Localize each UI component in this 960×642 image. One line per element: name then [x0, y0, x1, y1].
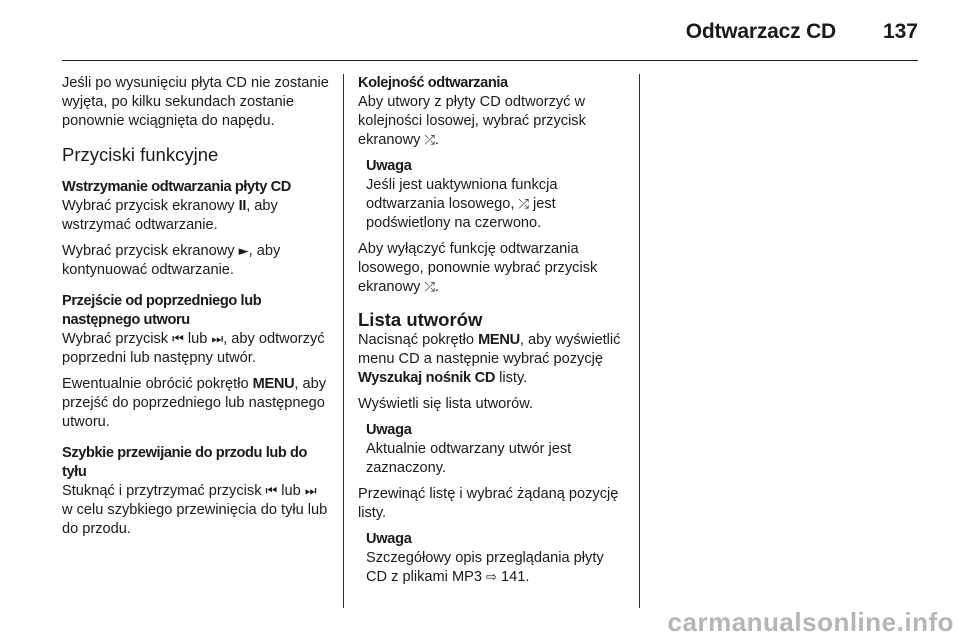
next-track-icon: ⏭	[211, 332, 224, 347]
pause-icon: II	[238, 198, 247, 214]
note-box	[366, 157, 626, 233]
page-number: 137	[882, 20, 918, 43]
list-title: Lista utworów	[358, 309, 483, 330]
note-text: Jeśli jest uaktywniona funkcja odtwarzania losowego, ⤮ jest podświetlony na czerwono.	[366, 177, 558, 231]
shuffle-icon: ⤮	[424, 280, 435, 295]
page-title: Odtwarzacz CD	[685, 20, 836, 43]
note-text: Aktualnie odtwarzany utwór jest zaznaczony.	[366, 441, 572, 476]
scroll-paragraph: Przewinąć listę i wybrać żądaną pozycję listy.	[358, 486, 619, 521]
note-label: Uwaga	[366, 422, 412, 438]
next-track-icon: ⏭	[304, 484, 317, 499]
shuffle-icon: ⤮	[518, 197, 529, 212]
note-box	[366, 530, 626, 587]
list-paragraph: Nacisnąć pokrętło MENU, aby wyświetlić menu CD a następnie wybrać pozycję Wyszukaj nośnik CD listy.	[358, 332, 621, 386]
menu-item-keyword: Wyszukaj nośnik CD	[358, 370, 496, 386]
list-shown-paragraph: Wyświetli się lista utworów.	[358, 396, 534, 412]
previous-track-icon: ⏮	[172, 332, 184, 347]
shuffle-off-paragraph: Aby wyłączyć funkcję odtwarzania losowego, ponownie wybrać przycisk ekranowy ⤮.	[358, 241, 598, 295]
order-paragraph: Aby utwory z płyty CD odtworzyć w kolejności losowej, wybrać przycisk ekranowy ⤮.	[358, 94, 586, 148]
page-header	[62, 14, 918, 61]
left-column	[62, 74, 330, 546]
track-subtitle: Przejście od poprzedniego lub następnego utworu	[62, 293, 262, 328]
page-reference-icon: ⇨	[486, 570, 497, 585]
watermark-text: carmanualsonline.info	[667, 607, 954, 637]
fast-paragraph: Stuknąć i przytrzymać przycisk ⏮ lub ⏭ w celu szybkiego przewinięcia do tyłu lub do przodu.	[62, 483, 328, 537]
order-subtitle: Kolejność odtwarzania	[358, 75, 508, 91]
column-divider	[639, 74, 640, 608]
menu-keyword: MENU	[252, 376, 295, 392]
previous-track-icon: ⏮	[265, 484, 278, 499]
section-title: Przyciski funkcyjne	[62, 144, 219, 165]
menu-keyword: MENU	[478, 332, 520, 348]
menu-paragraph: Ewentualnie obrócić pokrętło MENU, aby przejść do poprzedniego lub następnego utworu.	[62, 376, 327, 430]
pause-paragraph: Wybrać przycisk ekranowy II, aby wstrzymać odtwarzanie.	[62, 198, 278, 233]
fast-subtitle: Szybkie przewijanie do przodu lub do tyłu	[62, 445, 308, 480]
track-paragraph: Wybrać przycisk ⏮ lub ⏭, aby odtworzyć poprzedni lub następny utwór.	[62, 331, 325, 366]
intro-paragraph: Jeśli po wysunięciu płyta CD nie zostanie wyjęta, po kilku sekundach zostanie ponownie wciągnięta do napędu.	[62, 75, 329, 129]
note-text: Szczegółowy opis przeglądania płyty CD z plikami MP3 ⇨ 141.	[366, 550, 604, 585]
play-icon: ►	[238, 244, 249, 259]
pause-subtitle: Wstrzymanie odtwarzania płyty CD	[62, 179, 291, 195]
note-label: Uwaga	[366, 158, 412, 174]
shuffle-icon: ⤮	[424, 133, 435, 148]
note-label: Uwaga	[366, 531, 412, 547]
play-paragraph: Wybrać przycisk ekranowy ►, aby kontynuować odtwarzanie.	[62, 243, 281, 278]
right-column	[358, 74, 626, 594]
note-box	[366, 421, 626, 478]
column-divider	[343, 74, 344, 608]
